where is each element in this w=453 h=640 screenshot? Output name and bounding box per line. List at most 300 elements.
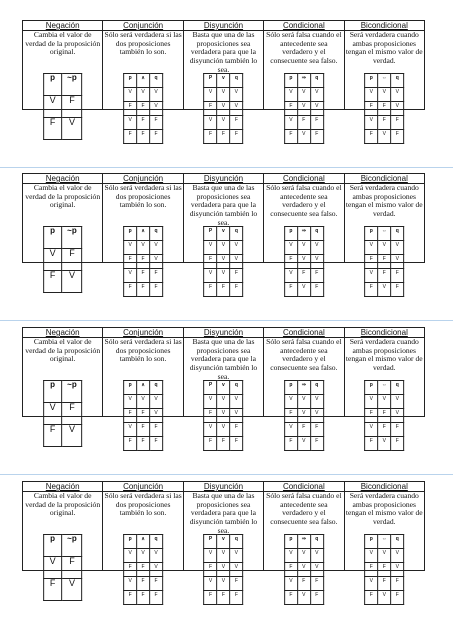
truth-table-header: ⇒ [297, 535, 310, 549]
truth-table-cell: V [124, 88, 137, 102]
truth-table-cell: V [43, 403, 62, 425]
truth-table-cell: V [62, 118, 82, 140]
logic-connectives-card [22, 20, 425, 137]
truth-table-cell: F [204, 591, 217, 605]
truth-table-header: ~p [62, 74, 82, 96]
truth-table-cell: V [297, 437, 310, 451]
truth-table-cell: F [137, 577, 150, 591]
conjunction-truth-table [123, 380, 163, 451]
truth-table-cell: V [150, 255, 163, 269]
truth-table-cell: F [365, 130, 378, 144]
conditional-truth-table [284, 226, 324, 297]
truth-table-cell: F [204, 437, 217, 451]
header-conditional: Condicional [264, 328, 344, 338]
truth-table-cell: F [124, 563, 137, 577]
truth-table-cell: V [378, 591, 391, 605]
truth-table-cell: F [204, 102, 217, 116]
truth-table-cell: V [391, 409, 404, 423]
truth-table-cell: F [124, 437, 137, 451]
cell-disjunction [183, 491, 263, 598]
truth-table-cell: F [310, 130, 323, 144]
truth-table-header: q [230, 227, 243, 241]
truth-table-cell: F [285, 563, 298, 577]
truth-table-header: v [217, 227, 230, 241]
truth-table-cell: V [378, 437, 391, 451]
header-disjunction: Disyunción [183, 482, 263, 492]
truth-table-header: P [204, 227, 217, 241]
truth-table-cell: F [217, 591, 230, 605]
truth-table-header: ~p [62, 381, 82, 403]
logic-connectives-card [22, 173, 425, 290]
truth-table-cell: F [297, 269, 310, 283]
truth-table-header: P [204, 74, 217, 88]
truth-table-cell: V [230, 563, 243, 577]
biconditional-truth-table [364, 380, 404, 451]
connectives-table [22, 481, 425, 598]
truth-table-cell: V [217, 241, 230, 255]
truth-table-cell: F [378, 269, 391, 283]
truth-table-cell: V [297, 102, 310, 116]
truth-table-cell: V [217, 423, 230, 437]
truth-table-header: ⇒ [297, 381, 310, 395]
truth-table-cell: V [285, 88, 298, 102]
header-disjunction: Disyunción [183, 21, 263, 31]
conjunction-truth-table [123, 534, 163, 605]
truth-table-cell: F [137, 269, 150, 283]
biconditional-truth-table [364, 226, 404, 297]
truth-table-cell: F [137, 563, 150, 577]
truth-table-header: P [204, 535, 217, 549]
truth-table-cell: V [365, 577, 378, 591]
truth-table-cell: F [124, 102, 137, 116]
truth-table-cell: F [43, 118, 62, 140]
truth-table-header: p [365, 74, 378, 88]
truth-table-cell: F [62, 249, 82, 271]
disjunction-description: Basta que una de las proposiciones sea verdadera para que la disyunción también lo sea. [189, 183, 258, 227]
truth-table-cell: F [378, 409, 391, 423]
truth-table-cell: V [285, 241, 298, 255]
truth-table-cell: V [230, 255, 243, 269]
conditional-truth-table [284, 73, 324, 144]
truth-table-cell: V [310, 549, 323, 563]
header-biconditional: Bicondicional [344, 482, 424, 492]
truth-table-cell: F [391, 130, 404, 144]
truth-table-cell: V [230, 409, 243, 423]
truth-table-header: q [391, 227, 404, 241]
truth-table-cell: F [137, 116, 150, 130]
truth-table-cell: V [204, 549, 217, 563]
truth-table-header: v [217, 535, 230, 549]
biconditional-truth-table [364, 73, 404, 144]
truth-table-cell: F [391, 269, 404, 283]
cell-conjunction [103, 491, 183, 598]
truth-table-header: ∧ [137, 227, 150, 241]
cell-biconditional [344, 183, 424, 290]
truth-table-header: v [217, 381, 230, 395]
negation-description: Cambia el valor de verdad de la proposición original. [25, 337, 101, 364]
truth-table-cell: F [391, 437, 404, 451]
truth-table-cell: F [230, 283, 243, 297]
cell-disjunction [183, 337, 263, 444]
truth-table-cell: F [391, 577, 404, 591]
truth-table-cell: V [310, 395, 323, 409]
truth-table-cell: F [297, 116, 310, 130]
truth-table-cell: F [217, 437, 230, 451]
truth-table-header: p [285, 227, 298, 241]
truth-table-cell: V [378, 88, 391, 102]
cell-negation [23, 337, 103, 434]
truth-table-cell: F [150, 577, 163, 591]
truth-table-cell: F [391, 116, 404, 130]
truth-table-header: ∧ [137, 381, 150, 395]
truth-table-cell: V [43, 557, 62, 579]
truth-table-header: q [150, 381, 163, 395]
truth-table-cell: F [230, 269, 243, 283]
disjunction-truth-table [204, 73, 244, 144]
cell-disjunction [183, 183, 263, 290]
truth-table-cell: V [391, 549, 404, 563]
truth-table-cell: V [217, 395, 230, 409]
truth-table-cell: V [297, 549, 310, 563]
negation-description: Cambia el valor de verdad de la proposición original. [25, 30, 101, 57]
truth-table-cell: F [62, 96, 82, 118]
truth-table-cell: F [230, 591, 243, 605]
truth-table-cell: V [365, 269, 378, 283]
truth-table-cell: F [365, 591, 378, 605]
truth-table-cell: F [150, 423, 163, 437]
conjunction-description: Sólo será verdadera si las dos proposiciones también lo son. [104, 337, 182, 364]
truth-table-cell: F [230, 437, 243, 451]
truth-table-cell: V [43, 249, 62, 271]
truth-table-header: p [285, 535, 298, 549]
truth-table-header: p [43, 535, 62, 557]
negation-truth-table [43, 226, 83, 293]
header-negation: Negación [23, 21, 103, 31]
truth-table-header: q [310, 227, 323, 241]
truth-table-cell: V [391, 88, 404, 102]
truth-table-cell: V [378, 241, 391, 255]
truth-table-header: ∧ [137, 74, 150, 88]
truth-table-cell: V [365, 241, 378, 255]
truth-table-cell: F [137, 255, 150, 269]
truth-table-cell: F [310, 116, 323, 130]
truth-table-cell: V [62, 425, 82, 447]
truth-table-cell: V [297, 591, 310, 605]
truth-table-cell: V [310, 563, 323, 577]
truth-table-cell: V [204, 423, 217, 437]
truth-table-header: ⇔ [378, 535, 391, 549]
truth-table-cell: V [124, 116, 137, 130]
biconditional-description: Será verdadera cuando ambas proposiciones tengan el mismo valor de verdad. [345, 30, 423, 66]
truth-table-cell: V [365, 88, 378, 102]
truth-table-cell: V [150, 102, 163, 116]
truth-table-cell: V [124, 395, 137, 409]
truth-table-header: q [150, 227, 163, 241]
truth-table-cell: F [137, 591, 150, 605]
truth-table-cell: F [137, 409, 150, 423]
truth-table-cell: V [137, 549, 150, 563]
logic-connectives-card [22, 327, 425, 444]
disjunction-truth-table [204, 534, 244, 605]
truth-table-cell: F [378, 563, 391, 577]
truth-table-header: p [43, 381, 62, 403]
negation-truth-table [43, 380, 83, 447]
truth-table-cell: V [230, 395, 243, 409]
conjunction-description: Sólo será verdadera si las dos proposiciones también lo son. [104, 183, 182, 210]
truth-table-cell: F [204, 283, 217, 297]
truth-table-cell: V [150, 241, 163, 255]
truth-table-cell: V [285, 549, 298, 563]
truth-table-cell: F [378, 255, 391, 269]
truth-table-cell: V [310, 102, 323, 116]
truth-table-cell: F [310, 283, 323, 297]
truth-table-cell: V [217, 409, 230, 423]
header-disjunction: Disyunción [183, 328, 263, 338]
truth-table-cell: V [297, 241, 310, 255]
truth-table-cell: F [285, 283, 298, 297]
truth-table-cell: V [204, 577, 217, 591]
cut-line [0, 167, 453, 168]
truth-table-cell: V [297, 395, 310, 409]
truth-table-header: q [391, 535, 404, 549]
truth-table-cell: V [150, 549, 163, 563]
cell-negation [23, 30, 103, 127]
truth-table-header: ~p [62, 535, 82, 557]
truth-table-header: p [124, 74, 137, 88]
header-conjunction: Conjunción [103, 174, 183, 184]
truth-table-cell: F [150, 283, 163, 297]
truth-table-cell: V [297, 409, 310, 423]
truth-table-header: q [310, 381, 323, 395]
truth-table-cell: V [204, 116, 217, 130]
truth-table-cell: V [297, 283, 310, 297]
truth-table-cell: F [124, 409, 137, 423]
truth-table-cell: F [310, 423, 323, 437]
truth-table-cell: F [204, 130, 217, 144]
truth-table-cell: V [297, 255, 310, 269]
truth-table-cell: F [204, 563, 217, 577]
cell-conjunction [103, 337, 183, 444]
truth-table-cell: V [310, 88, 323, 102]
header-conditional: Condicional [264, 174, 344, 184]
truth-table-header: p [43, 227, 62, 249]
truth-table-header: q [310, 535, 323, 549]
truth-table-cell: F [137, 437, 150, 451]
truth-table-cell: V [365, 395, 378, 409]
truth-table-cell: F [297, 577, 310, 591]
truth-table-header: q [391, 381, 404, 395]
truth-table-cell: F [137, 283, 150, 297]
truth-table-cell: V [285, 577, 298, 591]
disjunction-truth-table [204, 226, 244, 297]
truth-table-cell: F [391, 591, 404, 605]
header-conditional: Condicional [264, 21, 344, 31]
header-conjunction: Conjunción [103, 328, 183, 338]
cell-biconditional [344, 30, 424, 137]
truth-table-cell: V [310, 241, 323, 255]
conditional-description: Sólo será falsa cuando el antecedente sea verdadero y el consecuente sea falso. [266, 183, 342, 219]
cell-disjunction [183, 30, 263, 137]
truth-table-cell: F [137, 102, 150, 116]
truth-table-cell: V [217, 116, 230, 130]
truth-table-cell: F [365, 283, 378, 297]
cell-negation [23, 491, 103, 588]
truth-table-cell: F [310, 269, 323, 283]
truth-table-cell: V [217, 88, 230, 102]
header-conjunction: Conjunción [103, 21, 183, 31]
truth-table-cell: F [285, 130, 298, 144]
truth-table-header: ⇔ [378, 227, 391, 241]
truth-table-cell: V [391, 102, 404, 116]
truth-table-cell: F [150, 437, 163, 451]
truth-table-header: q [150, 74, 163, 88]
truth-table-header: p [285, 74, 298, 88]
biconditional-description: Será verdadera cuando ambas proposiciones tengan el mismo valor de verdad. [345, 183, 423, 219]
truth-table-cell: V [391, 395, 404, 409]
disjunction-description: Basta que una de las proposiciones sea verdadera para que la disyunción también lo sea. [189, 491, 258, 535]
conjunction-description: Sólo será verdadera si las dos proposiciones también lo son. [104, 30, 182, 57]
truth-table-cell: V [230, 241, 243, 255]
truth-table-header: p [124, 381, 137, 395]
truth-table-header: ∧ [137, 535, 150, 549]
truth-table-cell: F [365, 563, 378, 577]
conditional-description: Sólo será falsa cuando el antecedente sea verdadero y el consecuente sea falso. [266, 337, 342, 373]
truth-table-header: p [365, 227, 378, 241]
biconditional-description: Será verdadera cuando ambas proposiciones tengan el mismo valor de verdad. [345, 491, 423, 527]
truth-table-cell: V [62, 579, 82, 601]
truth-table-cell: F [62, 557, 82, 579]
negation-description: Cambia el valor de verdad de la proposición original. [25, 183, 101, 210]
disjunction-description: Basta que una de las proposiciones sea verdadera para que la disyunción también lo sea. [189, 30, 258, 74]
conditional-description: Sólo será falsa cuando el antecedente sea verdadero y el consecuente sea falso. [266, 30, 342, 66]
truth-table-cell: F [150, 591, 163, 605]
truth-table-cell: V [150, 563, 163, 577]
truth-table-header: q [310, 74, 323, 88]
cell-conditional [264, 337, 344, 444]
truth-table-cell: V [297, 88, 310, 102]
header-negation: Negación [23, 328, 103, 338]
truth-table-cell: V [204, 88, 217, 102]
biconditional-description: Será verdadera cuando ambas proposiciones tengan el mismo valor de verdad. [345, 337, 423, 373]
truth-table-cell: F [137, 423, 150, 437]
truth-table-cell: V [297, 130, 310, 144]
truth-table-cell: V [285, 423, 298, 437]
truth-table-cell: F [391, 423, 404, 437]
truth-table-cell: F [217, 283, 230, 297]
connectives-table [22, 20, 425, 137]
truth-table-header: ~p [62, 227, 82, 249]
truth-table-cell: F [285, 409, 298, 423]
truth-table-cell: V [230, 102, 243, 116]
header-negation: Negación [23, 174, 103, 184]
truth-table-cell: V [62, 271, 82, 293]
truth-table-cell: V [230, 88, 243, 102]
truth-table-cell: F [150, 269, 163, 283]
negation-description: Cambia el valor de verdad de la proposición original. [25, 491, 101, 518]
truth-table-cell: V [391, 563, 404, 577]
header-biconditional: Bicondicional [344, 174, 424, 184]
truth-table-cell: F [285, 591, 298, 605]
cell-conditional [264, 183, 344, 290]
truth-table-cell: V [310, 409, 323, 423]
truth-table-cell: F [365, 255, 378, 269]
header-biconditional: Bicondicional [344, 21, 424, 31]
connectives-table [22, 173, 425, 290]
truth-table-cell: F [150, 130, 163, 144]
truth-table-cell: F [124, 591, 137, 605]
truth-table-cell: V [217, 269, 230, 283]
cut-line [0, 320, 453, 321]
truth-table-cell: F [378, 577, 391, 591]
truth-table-cell: V [124, 577, 137, 591]
truth-table-cell: F [204, 255, 217, 269]
truth-table-cell: V [365, 116, 378, 130]
conditional-truth-table [284, 380, 324, 451]
truth-table-cell: V [378, 395, 391, 409]
truth-table-cell: V [137, 241, 150, 255]
conjunction-truth-table [123, 73, 163, 144]
truth-table-cell: F [378, 116, 391, 130]
truth-table-cell: F [285, 437, 298, 451]
truth-table-cell: F [124, 130, 137, 144]
truth-table-cell: F [310, 577, 323, 591]
header-biconditional: Bicondicional [344, 328, 424, 338]
cell-conditional [264, 491, 344, 598]
truth-table-cell: V [124, 423, 137, 437]
conjunction-truth-table [123, 226, 163, 297]
truth-table-header: q [230, 381, 243, 395]
truth-table-cell: F [62, 403, 82, 425]
truth-table-header: v [217, 74, 230, 88]
truth-table-cell: V [230, 549, 243, 563]
truth-table-cell: V [150, 88, 163, 102]
truth-table-cell: V [285, 116, 298, 130]
truth-table-cell: F [285, 102, 298, 116]
truth-table-cell: F [230, 577, 243, 591]
truth-table-header: q [230, 74, 243, 88]
truth-table-header: ⇒ [297, 74, 310, 88]
truth-table-cell: F [285, 255, 298, 269]
truth-table-cell: F [230, 423, 243, 437]
truth-table-header: ⇒ [297, 227, 310, 241]
truth-table-cell: F [43, 271, 62, 293]
truth-table-cell: V [310, 255, 323, 269]
truth-table-cell: V [285, 395, 298, 409]
truth-table-cell: F [365, 102, 378, 116]
truth-table-cell: V [217, 563, 230, 577]
truth-table-cell: F [43, 579, 62, 601]
truth-table-cell: V [378, 283, 391, 297]
truth-table-header: p [124, 227, 137, 241]
truth-table-cell: F [124, 283, 137, 297]
truth-table-cell: F [391, 283, 404, 297]
conditional-description: Sólo será falsa cuando el antecedente sea verdadero y el consecuente sea falso. [266, 491, 342, 527]
truth-table-header: p [285, 381, 298, 395]
truth-table-cell: F [43, 425, 62, 447]
truth-table-cell: F [230, 130, 243, 144]
negation-truth-table [43, 73, 83, 140]
truth-table-header: q [230, 535, 243, 549]
cut-line [0, 474, 453, 475]
conditional-truth-table [284, 534, 324, 605]
truth-table-cell: V [378, 549, 391, 563]
truth-table-header: p [43, 74, 62, 96]
truth-table-cell: F [365, 437, 378, 451]
truth-table-header: ⇔ [378, 381, 391, 395]
cell-biconditional [344, 491, 424, 598]
header-negation: Negación [23, 482, 103, 492]
truth-table-cell: F [310, 591, 323, 605]
